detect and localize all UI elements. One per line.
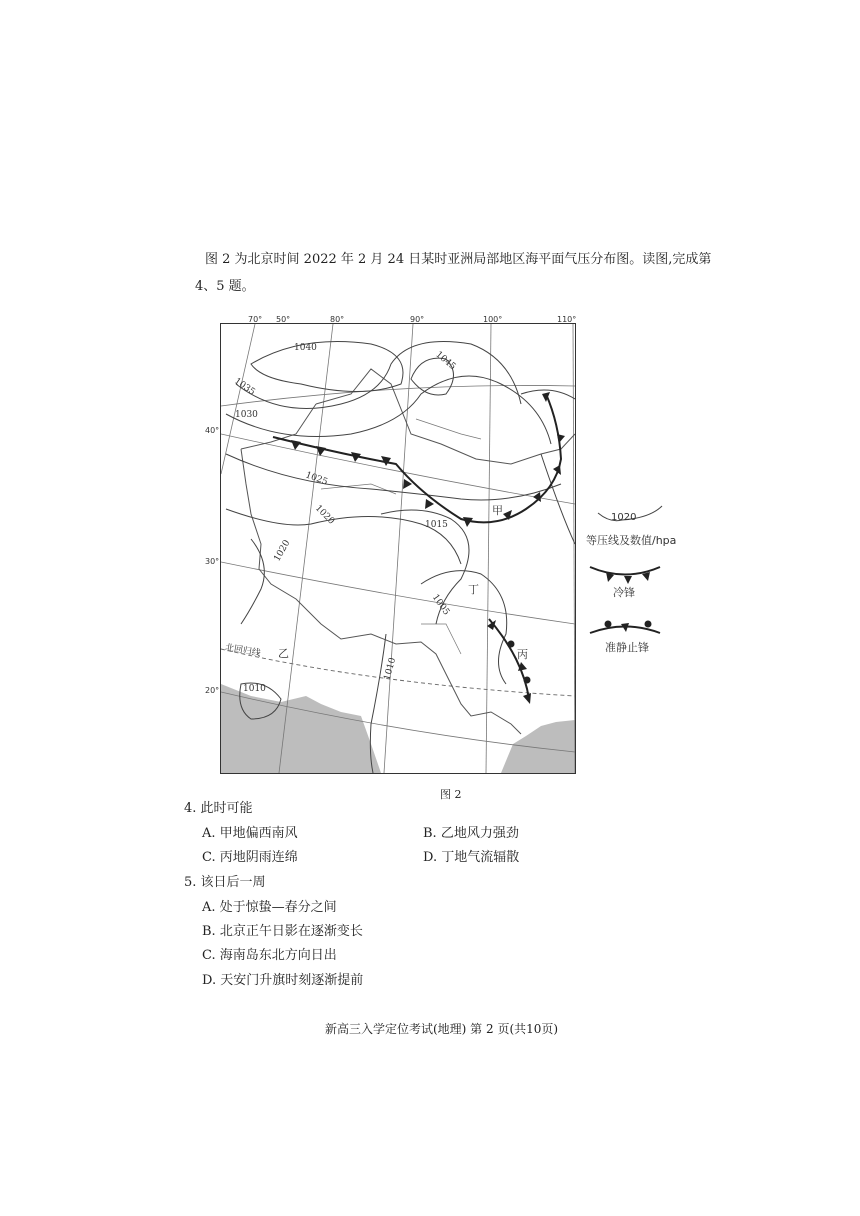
legend-isobar-value: 1020 bbox=[611, 512, 637, 523]
intro-paragraph bbox=[195, 246, 715, 300]
legend-cold-front-tri-2 bbox=[624, 576, 632, 584]
isobar-label-1015: 1015 bbox=[425, 520, 448, 530]
lat-label-20: 20° bbox=[205, 686, 220, 695]
isobar-label-1010-west: 1010 bbox=[243, 684, 266, 694]
place-ding: 丁 bbox=[468, 583, 479, 596]
legend-stationary-tri bbox=[621, 623, 629, 632]
lon-label-80: 80° bbox=[330, 315, 345, 324]
legend-stationary-front-text: 准静止锋 bbox=[605, 641, 649, 654]
isobar-label-1020-west: 1020 bbox=[272, 538, 293, 564]
place-bing: 丙 bbox=[517, 648, 528, 661]
lon-label-90: 90° bbox=[410, 315, 425, 324]
sea-area-right bbox=[501, 720, 575, 773]
question-4-option-d: D. 丁地气流辐散 bbox=[423, 850, 520, 865]
place-yi: 乙 bbox=[278, 647, 289, 660]
figure-caption: 图 2 bbox=[440, 788, 462, 801]
isobar-label-1040: 1040 bbox=[294, 343, 317, 353]
page-footer: 新高三入学定位考试(地理) 第 2 页(共10页) bbox=[325, 1022, 559, 1036]
question-5-option-a: A. 处于惊蛰—春分之间 bbox=[202, 900, 337, 915]
question-4-option-a: A. 甲地偏西南风 bbox=[202, 826, 298, 841]
isobar-label-1030: 1030 bbox=[235, 410, 258, 420]
question-5-option-b: B. 北京正午日影在逐渐变长 bbox=[202, 924, 363, 939]
isobar-label-1005: 1005 bbox=[429, 592, 452, 618]
question-4-stem: 4. 此时可能 bbox=[184, 801, 253, 816]
question-4-option-c: C. 丙地阴雨连绵 bbox=[202, 850, 298, 865]
lon-label-100: 100° bbox=[483, 315, 503, 324]
isobar-label-1010-south: 1010 bbox=[382, 656, 399, 682]
lat-label-30: 30° bbox=[205, 557, 220, 566]
stationary-front-symbols bbox=[487, 620, 531, 704]
question-4-option-b: B. 乙地风力强劲 bbox=[423, 826, 519, 841]
legend-cold-front-tri-1 bbox=[606, 572, 614, 582]
map-drawing bbox=[221, 324, 575, 773]
legend-stationary-front-line bbox=[590, 627, 660, 634]
intro-line-1: 图 2 为北京时间 2022 年 2 月 24 日某时亚洲局部地区海平面气压分布图。读图,完成第 bbox=[205, 252, 712, 267]
legend-cold-front-line bbox=[590, 567, 660, 575]
lon-label-50: 50° bbox=[276, 315, 291, 324]
isobar-label-1045: 1045 bbox=[433, 349, 458, 373]
legend-stationary-dot-2 bbox=[645, 621, 652, 628]
legend-isobar-text: 等压线及数值/hpa bbox=[586, 534, 677, 547]
lon-label-70: 70° bbox=[248, 315, 263, 324]
lon-label-110: 110° bbox=[557, 315, 577, 324]
question-5-option-d: D. 天安门升旗时刻逐渐提前 bbox=[202, 973, 364, 988]
isobar-label-1025: 1025 bbox=[303, 470, 329, 488]
legend-stationary-dot-1 bbox=[605, 621, 612, 628]
lat-label-40: 40° bbox=[205, 426, 220, 435]
cold-front-line bbox=[273, 394, 561, 522]
isobar-label-1020: 1020 bbox=[312, 503, 337, 527]
isobar-label-1035: 1035 bbox=[232, 376, 257, 398]
legend-cold-front-text: 冷锋 bbox=[613, 586, 635, 599]
pressure-map bbox=[220, 323, 576, 774]
legend-cold-front-tri-3 bbox=[642, 572, 650, 581]
intro-line-2: 4、5 题。 bbox=[195, 279, 255, 294]
question-5-stem: 5. 该日后一周 bbox=[184, 875, 266, 890]
place-jia: 甲 bbox=[492, 504, 503, 517]
question-5-option-c: C. 海南岛东北方向日出 bbox=[202, 948, 337, 963]
tropic-label: 北回归线 bbox=[224, 642, 262, 660]
